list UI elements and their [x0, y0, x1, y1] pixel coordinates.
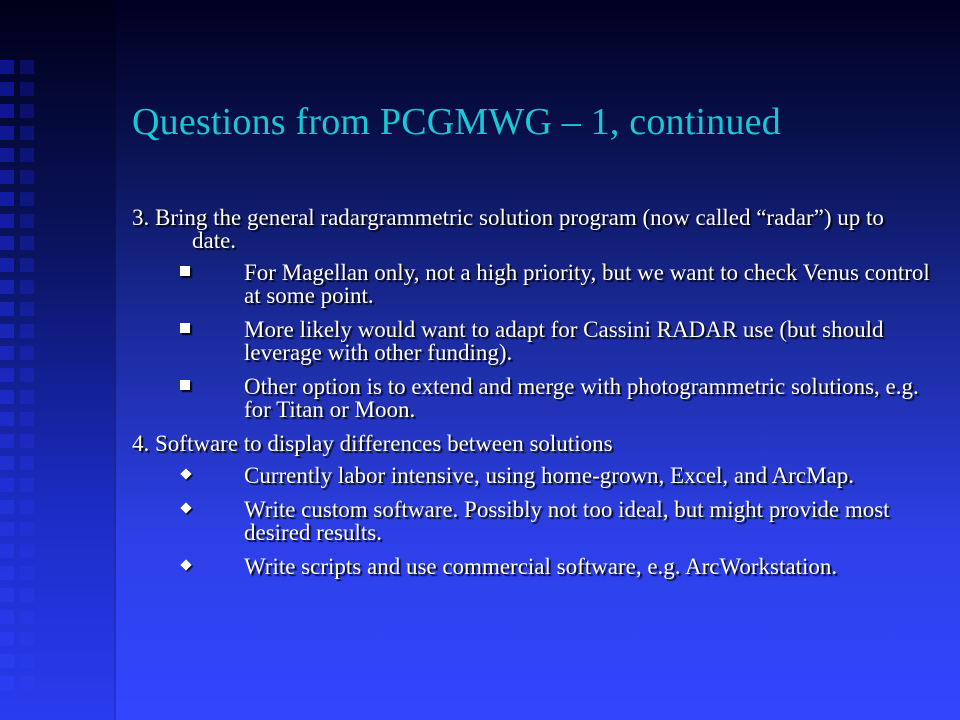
decorative-strip-edge	[114, 0, 116, 720]
sub-bullet-item	[132, 498, 932, 544]
decorative-square	[0, 456, 14, 470]
decorative-square	[20, 632, 34, 646]
diamond-bullet-icon	[180, 468, 191, 479]
sub-bullet-text: Other option is to extend and merge with photogrammetric solutions, e.g. for Titan or Moon.	[244, 374, 919, 422]
decorative-square	[20, 456, 34, 470]
sub-bullet-text: Currently labor intensive, using home-grown, Excel, and ArcMap.	[244, 463, 854, 488]
decorative-square	[20, 434, 34, 448]
decorative-square	[20, 478, 34, 492]
decorative-square	[0, 214, 14, 228]
decorative-square	[20, 324, 34, 338]
decorative-square	[20, 104, 34, 118]
decorative-square	[0, 566, 14, 580]
sub-bullet-item	[132, 375, 932, 421]
decorative-square	[20, 346, 34, 360]
decorative-square	[20, 258, 34, 272]
decorative-square	[0, 632, 14, 646]
decorative-square	[20, 610, 34, 624]
decorative-square	[0, 126, 14, 140]
square-bullet-icon	[180, 380, 190, 390]
decorative-square	[0, 412, 14, 426]
numbered-item-4: 4. Software to display differences between solutions	[132, 431, 613, 456]
decorative-square	[20, 214, 34, 228]
decorative-square	[20, 566, 34, 580]
decorative-square	[20, 60, 34, 74]
decorative-square	[20, 302, 34, 316]
decorative-square	[20, 126, 34, 140]
decorative-square	[0, 610, 14, 624]
decorative-square	[20, 412, 34, 426]
decorative-square	[20, 588, 34, 602]
diamond-bullet-icon	[180, 559, 191, 570]
decorative-square	[0, 588, 14, 602]
decorative-square	[0, 170, 14, 184]
decorative-square	[20, 236, 34, 250]
decorative-square	[20, 500, 34, 514]
square-bullet-icon	[180, 266, 190, 276]
sub-bullet-item	[132, 555, 932, 578]
slide-body	[132, 206, 932, 589]
decorative-square	[20, 280, 34, 294]
decorative-square	[20, 192, 34, 206]
decorative-square	[0, 390, 14, 404]
sub-bullet-text: For Magellan only, not a high priority, but we want to check Venus control at some point.	[244, 260, 930, 308]
decorative-square	[0, 676, 14, 690]
diamond-bullet-icon	[180, 502, 191, 513]
decorative-square	[0, 346, 14, 360]
decorative-square	[0, 324, 14, 338]
decorative-square	[20, 148, 34, 162]
decorative-square	[20, 654, 34, 668]
decorative-square	[20, 82, 34, 96]
sub-bullet-item	[132, 318, 932, 364]
decorative-square	[0, 654, 14, 668]
decorative-square	[0, 82, 14, 96]
decorative-square	[0, 60, 14, 74]
sub-bullet-text: Write scripts and use commercial software, e.g. ArcWorkstation.	[244, 554, 838, 579]
decorative-square	[0, 148, 14, 162]
sub-bullet-item	[132, 464, 932, 487]
decorative-square	[20, 676, 34, 690]
decorative-square	[0, 478, 14, 492]
decorative-square	[20, 522, 34, 536]
decorative-square	[20, 368, 34, 382]
decorative-square	[0, 434, 14, 448]
square-bullet-icon	[180, 323, 190, 333]
decorative-square	[0, 302, 14, 316]
decorative-square	[0, 258, 14, 272]
decorative-square	[0, 236, 14, 250]
decorative-square	[20, 390, 34, 404]
sub-bullet-text: Write custom software. Possibly not too ideal, but might provide most desired results.	[244, 497, 890, 545]
decorative-square	[0, 368, 14, 382]
decorative-square	[0, 544, 14, 558]
slide-title: Questions from PCGMWG – 1, continued	[132, 101, 781, 143]
decorative-square	[0, 500, 14, 514]
sub-bullet-text: More likely would want to adapt for Cassini RADAR use (but should leverage with other funding).	[244, 317, 884, 365]
sub-bullet-item	[132, 261, 932, 307]
decorative-square-column	[0, 0, 36, 720]
decorative-square	[0, 280, 14, 294]
decorative-square	[0, 104, 14, 118]
decorative-square	[0, 192, 14, 206]
decorative-square	[20, 170, 34, 184]
decorative-square	[20, 544, 34, 558]
decorative-square	[0, 522, 14, 536]
numbered-item-3: 3. Bring the general radargrammetric solution program (now called “radar”) up to date.	[132, 205, 884, 253]
